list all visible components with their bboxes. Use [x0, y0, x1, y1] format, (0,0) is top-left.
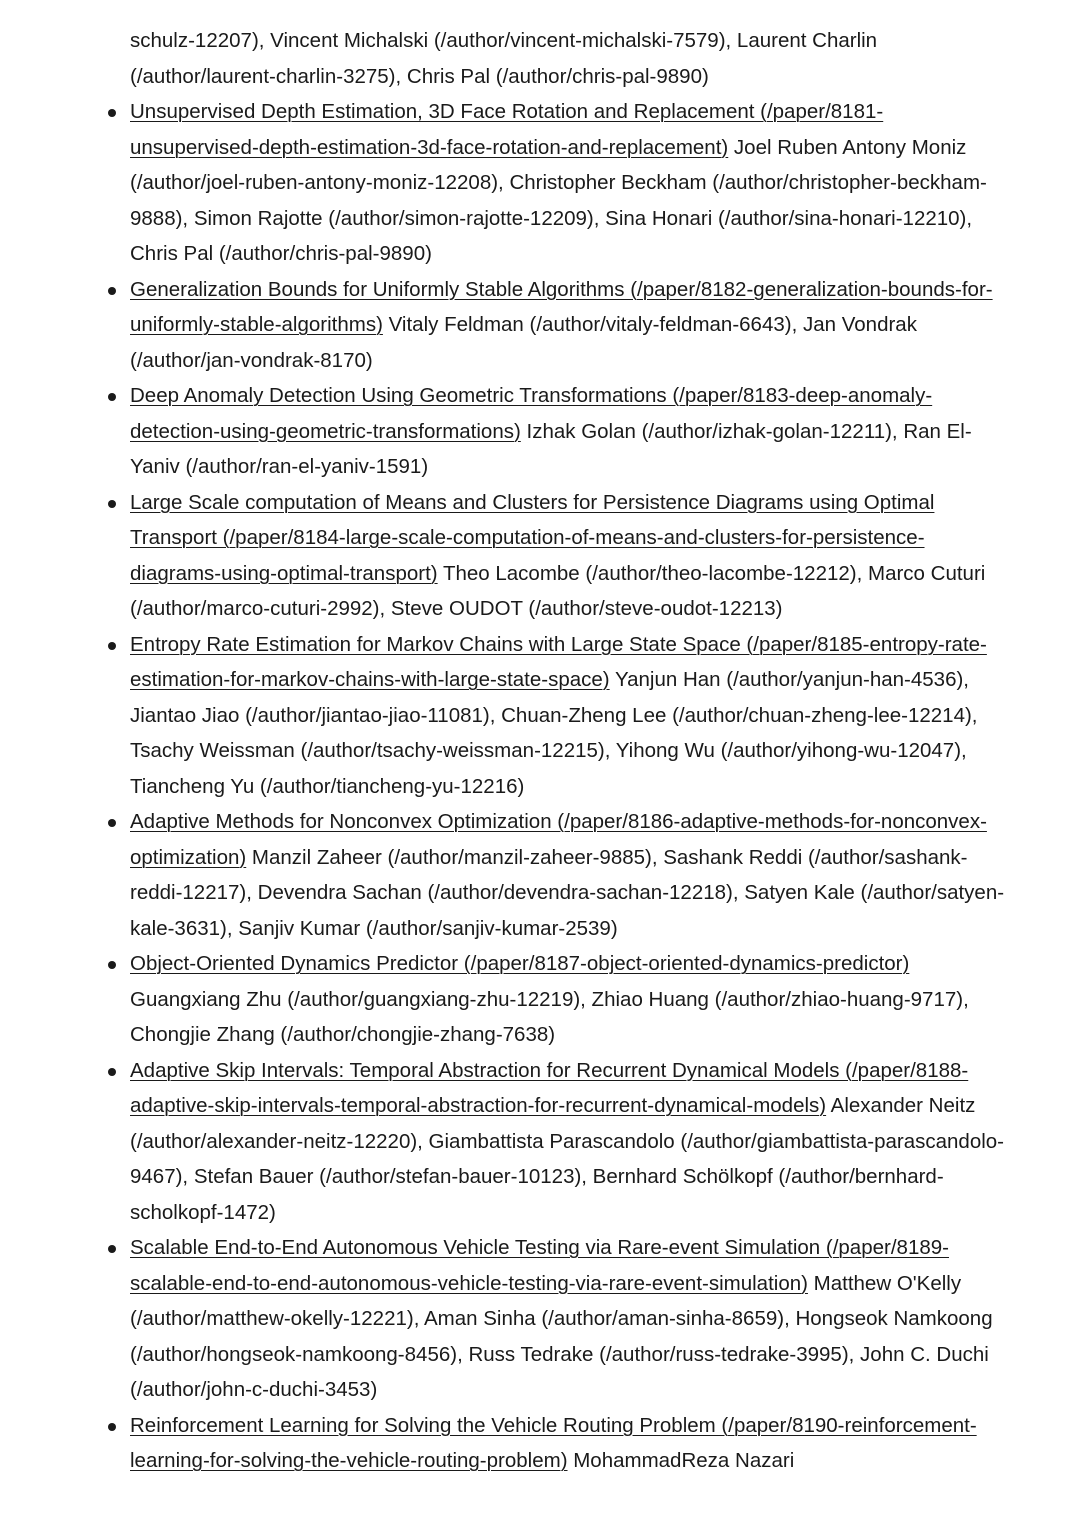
paper-authors: MohammadReza Nazari	[567, 1449, 795, 1472]
paper-authors: Yanjun Han (/author/yanjun-han-4536), Jiantao Jiao (/author/jiantao-jiao-11081), Chuan-Zheng Lee (/author/chuan-zheng-lee-12214), Tsachy Weissman (/author/tsachy-weissman-12215), Yihong Wu (/author/yihong-wu-12047), Tiancheng Yu (/author/tiancheng-yu-12216)	[130, 668, 978, 798]
list-item	[0, 946, 1010, 1053]
bullet-icon	[108, 819, 116, 827]
paper-title-link[interactable]: Deep Anomaly Detection Using Geometric Transformations (/paper/8183-deep-anomaly-detection-using-geometric-transformations)	[130, 384, 933, 443]
paper-authors: Izhak Golan (/author/izhak-golan-12211), Ran El-Yaniv (/author/ran-el-yaniv-1591)	[130, 419, 972, 478]
paper-title-link[interactable]: Reinforcement Learning for Solving the Vehicle Routing Problem (/paper/8190-reinforcement-learning-for-solving-the-vehicle-routing-problem)	[130, 1413, 977, 1472]
paper-authors: Guangxiang Zhu (/author/guangxiang-zhu-12219), Zhiao Huang (/author/zhiao-huang-9717), Chongjie Zhang (/author/chongjie-zhang-7638)	[130, 987, 969, 1046]
paper-authors: Manzil Zaheer (/author/manzil-zaheer-9885), Sashank Reddi (/author/sashank-reddi-12217), Devendra Sachan (/author/devendra-sachan-12218), Satyen Kale (/author/satyen-kale-3631), Sanjiv Kumar (/author/sanjiv-kumar-2539)	[130, 845, 1005, 940]
list-item	[0, 1230, 1010, 1408]
bullet-icon	[108, 1423, 116, 1431]
list-item	[0, 1408, 1010, 1479]
paper-title-link[interactable]: Unsupervised Depth Estimation, 3D Face Rotation and Replacement (/paper/8181-unsupervised-depth-estimation-3d-face-rotation-and-replacement)	[130, 100, 884, 159]
paper-authors: Theo Lacombe (/author/theo-lacombe-12212), Marco Cuturi (/author/marco-cuturi-2992), Steve OUDOT (/author/steve-oudot-12213)	[130, 561, 986, 620]
paper-list	[0, 94, 1080, 1479]
paper-title-link[interactable]: Object-Oriented Dynamics Predictor (/paper/8187-object-oriented-dynamics-predictor)	[130, 952, 910, 975]
paper-title-link[interactable]: Large Scale computation of Means and Clusters for Persistence Diagrams using Optimal Transport (/paper/8184-large-scale-computation-of-means-and-clusters-for-persistence-diagrams-using-optimal-transport)	[130, 490, 935, 585]
list-item	[0, 804, 1010, 946]
bullet-icon	[108, 287, 116, 295]
list-item	[0, 485, 1010, 627]
list-item	[0, 94, 1010, 272]
paper-title-link[interactable]: Adaptive Skip Intervals: Temporal Abstraction for Recurrent Dynamical Models (/paper/8188-adaptive-skip-intervals-temporal-abstraction-for-recurrent-dynamical-models)	[130, 1058, 969, 1117]
bullet-icon	[108, 961, 116, 969]
bullet-icon	[108, 1068, 116, 1076]
paper-authors: Alexander Neitz (/author/alexander-neitz-12220), Giambattista Parascandolo (/author/giambattista-parascandolo-9467), Stefan Bauer (/author/stefan-bauer-10123), Bernhard Schölkopf (/author/bernhard-scholkopf-1472)	[130, 1094, 1005, 1224]
list-item	[0, 272, 1010, 379]
list-item	[0, 1053, 1010, 1231]
bullet-icon	[108, 500, 116, 508]
paper-authors: Vitaly Feldman (/author/vitaly-feldman-6643), Jan Vondrak (/author/jan-vondrak-8170)	[130, 313, 917, 372]
bullet-icon	[108, 642, 116, 650]
paper-title-link[interactable]: Scalable End-to-End Autonomous Vehicle Testing via Rare-event Simulation (/paper/8189-scalable-end-to-end-autonomous-vehicle-testing-via-rare-event-simulation)	[130, 1236, 949, 1295]
previous-entry-authors: schulz-12207), Vincent Michalski (/author/vincent-michalski-7579), Laurent Charlin (/author/laurent-charlin-3275), Chris Pal (/author/chris-pal-9890)	[130, 29, 878, 88]
bullet-icon	[108, 393, 116, 401]
list-item	[0, 627, 1010, 805]
bullet-icon	[108, 109, 116, 117]
paper-authors: Matthew O'Kelly (/author/matthew-okelly-12221), Aman Sinha (/author/aman-sinha-8659), Hongseok Namkoong (/author/hongseok-namkoong-8456), Russ Tedrake (/author/russ-tedrake-3995), John C. Duchi (/author/john-c-duchi-3453)	[130, 1271, 993, 1401]
paper-authors: Joel Ruben Antony Moniz (/author/joel-ruben-antony-moniz-12208), Christopher Beckham (/author/christopher-beckham-9888), Simon Rajotte (/author/simon-rajotte-12209), Sina Honari (/author/sina-honari-12210), Chris Pal (/author/chris-pal-9890)	[130, 135, 987, 265]
paper-title-link[interactable]: Generalization Bounds for Uniformly Stable Algorithms (/paper/8182-generalization-bounds-for-uniformly-stable-algorithms)	[130, 277, 993, 336]
list-item	[0, 378, 1010, 485]
paper-title-link[interactable]: Entropy Rate Estimation for Markov Chains with Large State Space (/paper/8185-entropy-rate-estimation-for-markov-chains-with-large-state-space)	[130, 632, 987, 691]
paper-title-link[interactable]: Adaptive Methods for Nonconvex Optimization (/paper/8186-adaptive-methods-for-nonconvex-optimization)	[130, 810, 987, 869]
bullet-icon	[108, 1245, 116, 1253]
